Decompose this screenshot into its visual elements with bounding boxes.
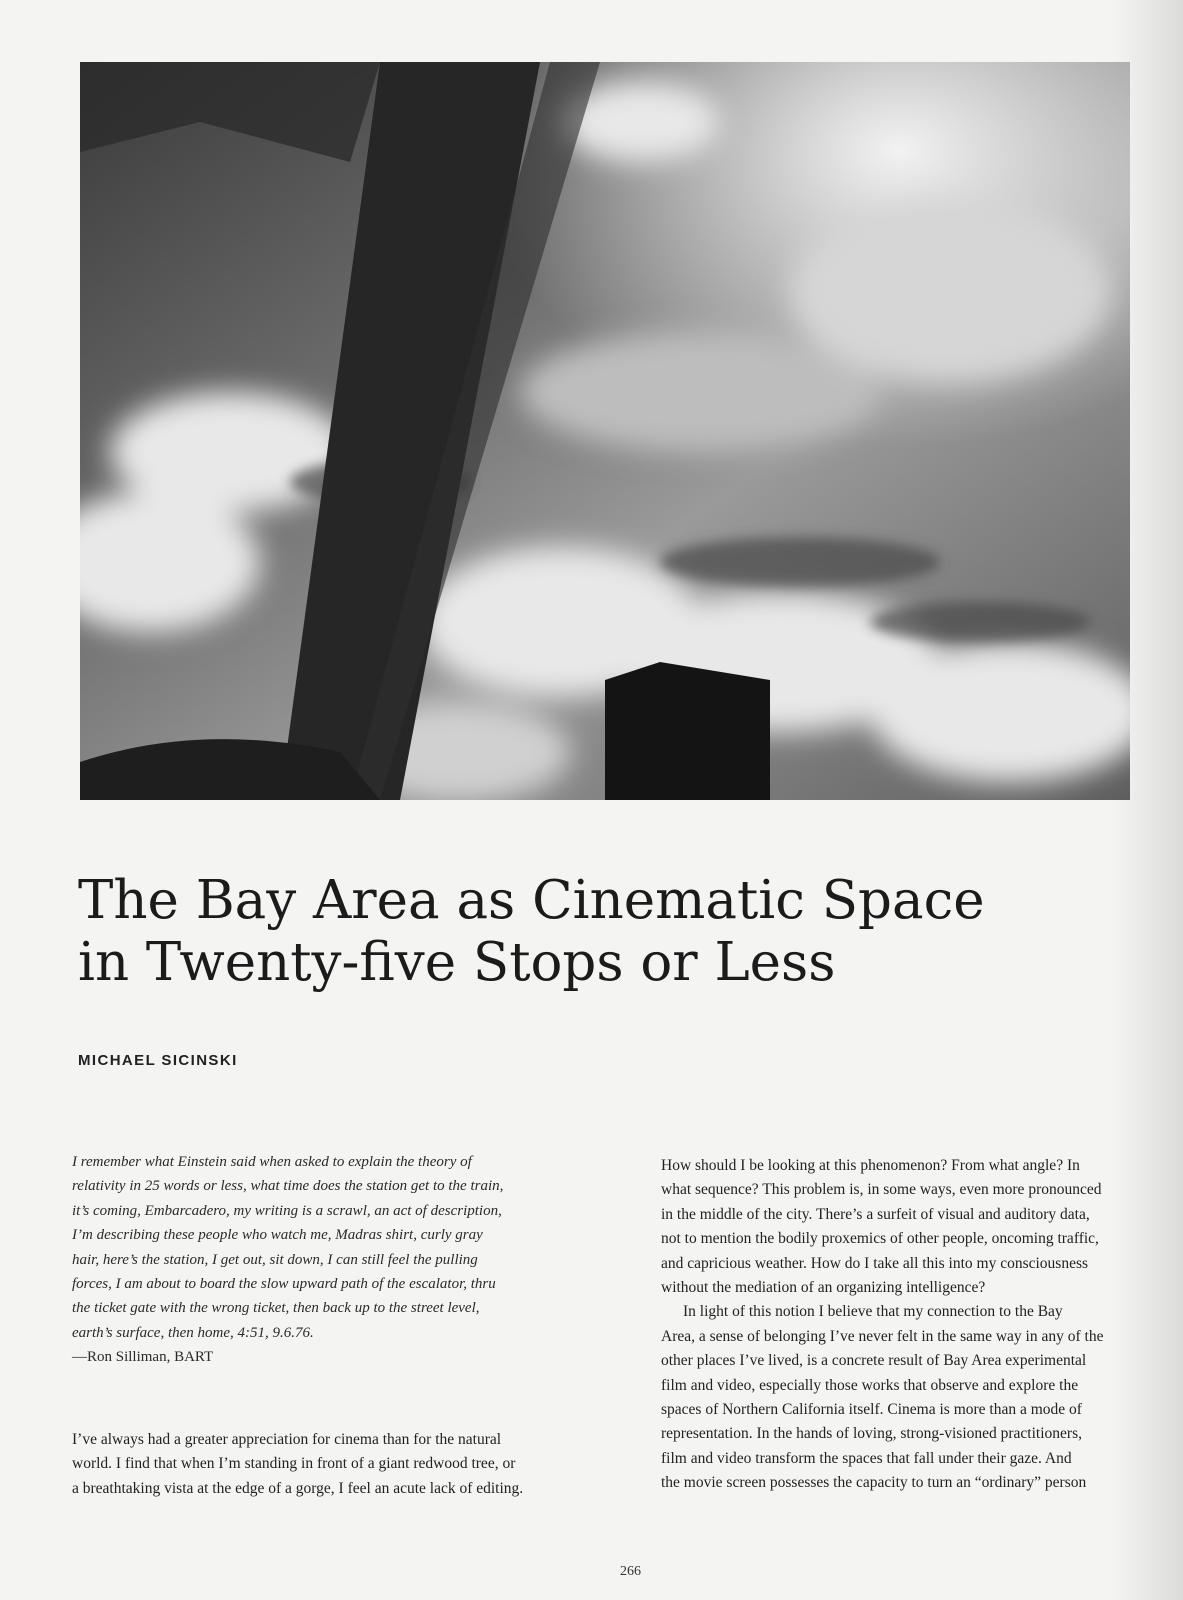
epigraph-line: earth’s surface, then home, 4:51, 9.6.76. [72, 1324, 314, 1341]
body-line: without the mediation of an organizing intelligence? [661, 1279, 986, 1297]
epigraph-line: it’s coming, Embarcadero, my writing is a scrawl, an act of description, [72, 1202, 502, 1219]
body-line: what sequence? This problem is, in some ways, even more pronounced [661, 1181, 1102, 1199]
author-byline: MICHAEL SICINSKI [78, 1052, 238, 1069]
epigraph-line: I remember what Einstein said when asked to explain the theory of [72, 1154, 472, 1170]
epigraph-line: the ticket gate with the wrong ticket, then back up to the street level, [72, 1300, 480, 1317]
body-line: Area, a sense of belonging I’ve never felt in the same way in any of the [661, 1327, 1104, 1345]
epigraph-line: I’m describing these people who watch me, Madras shirt, curly gray [72, 1227, 483, 1244]
page-number: 266 [620, 1564, 641, 1579]
body-line: world. I find that when I’m standing in front of a giant redwood tree, or [72, 1455, 516, 1473]
body-line: film and video transform the spaces that fall under their gaze. And [661, 1449, 1072, 1467]
epigraph-line: hair, here’s the station, I get out, sit down, I can still feel the pulling [72, 1251, 478, 1268]
epigraph-attribution: —Ron Silliman, BART [72, 1349, 214, 1366]
body-line: and capricious weather. How do I take all this into my consciousness [661, 1254, 1089, 1272]
body-column-1 [72, 1428, 632, 1501]
body-line: representation. In the hands of loving, strong-visioned practitioners, [661, 1425, 1082, 1443]
body-line: How should I be looking at this phenomenon? From what angle? In [661, 1157, 1080, 1174]
title-line-2: in Twenty-five Stops or Less [78, 932, 836, 993]
body-line: spaces of Northern California itself. Cinema is more than a mode of [661, 1401, 1082, 1419]
epigraph-line: forces, I am about to board the slow upward path of the escalator, thru [72, 1276, 496, 1293]
body-line: film and video, especially those works that observe and explore the [661, 1376, 1079, 1394]
photo-graphic [80, 62, 1130, 800]
epigraph [72, 1150, 632, 1370]
body-line: in the middle of the city. There’s a surfeit of visual and auditory data, [661, 1205, 1090, 1223]
body-line: other places I’ve lived, is a concrete result of Bay Area experimental [661, 1352, 1087, 1370]
title-line-1: The Bay Area as Cinematic Space [78, 870, 985, 931]
body-column-2 [661, 1154, 1183, 1496]
photograph-sky-with-structures [80, 62, 1130, 800]
body-line: the movie screen possesses the capacity to turn an “ordinary” person [661, 1474, 1087, 1492]
article-title [78, 870, 1178, 994]
body-line: a breathtaking vista at the edge of a gorge, I feel an acute lack of editing. [72, 1479, 524, 1497]
epigraph-line: relativity in 25 words or less, what time does the station get to the train, [72, 1178, 504, 1195]
body-line: I’ve always had a greater appreciation for cinema than for the natural [72, 1431, 502, 1448]
body-line: not to mention the bodily proxemics of other people, oncoming traffic, [661, 1230, 1099, 1248]
body-line: In light of this notion I believe that my connection to the Bay [683, 1303, 1063, 1321]
